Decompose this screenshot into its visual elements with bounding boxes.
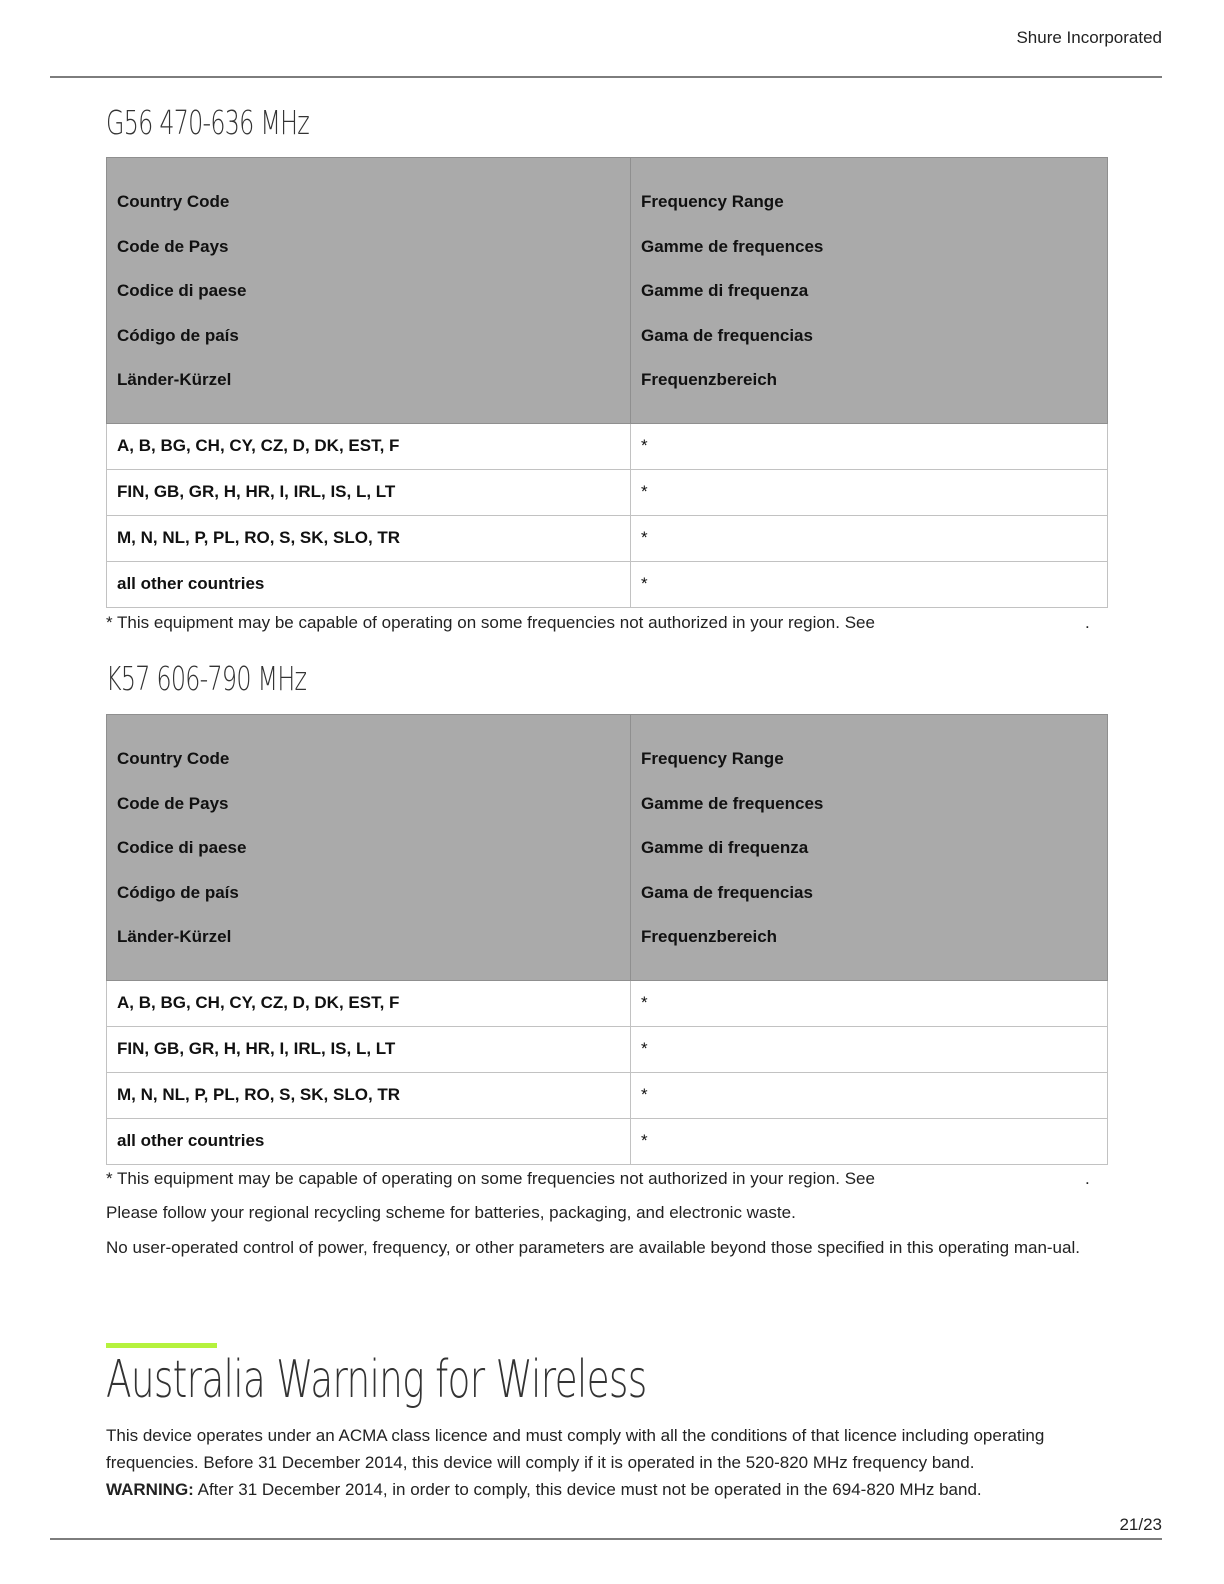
- country-cell: A, B, BG, CH, CY, CZ, D, DK, EST, F: [107, 980, 631, 1026]
- table-row: [107, 561, 1108, 607]
- header-label: Länder-Kürzel: [117, 370, 232, 390]
- country-cell: all other countries: [107, 561, 631, 607]
- table-header-row: [107, 715, 1108, 981]
- recycling-note: Please follow your regional recycling scheme for batteries, packaging, and electronic waste.: [106, 1203, 796, 1222]
- range-cell: *: [631, 469, 1108, 515]
- country-cell: FIN, GB, GR, H, HR, I, IRL, IS, L, LT: [107, 1026, 631, 1072]
- frequency-table-k57: [106, 714, 1108, 1165]
- note-end: .: [1085, 1169, 1090, 1188]
- australia-warning-body: [106, 1422, 1106, 1503]
- country-cell: all other countries: [107, 1118, 631, 1164]
- header-label: Code de Pays: [117, 236, 229, 256]
- header-label: Gama de frequencias: [641, 325, 813, 345]
- header-label: Codice di paese: [117, 838, 247, 858]
- country-cell: M, N, NL, P, PL, RO, S, SK, SLO, TR: [107, 515, 631, 561]
- warning-text: After 31 December 2014, in order to comply, this device must not be operated in the 694-820 MHz band.: [193, 1480, 982, 1499]
- header-label: Frequenzbereich: [641, 927, 778, 947]
- header-label: Frequency Range: [641, 749, 784, 768]
- country-code-header: [107, 158, 631, 424]
- authorization-note: [106, 1165, 1101, 1192]
- header-label: Frequency Range: [641, 192, 784, 211]
- table-header-row: [107, 158, 1108, 424]
- company-name: Shure Incorporated: [1016, 28, 1162, 47]
- header-label: Code de Pays: [117, 793, 229, 813]
- section-title-k57: K57 606-790 MHz: [106, 659, 307, 698]
- authorization-note: [106, 609, 1101, 636]
- header-divider: [50, 76, 1162, 78]
- header-label: Gama de frequencias: [641, 882, 813, 902]
- country-cell: A, B, BG, CH, CY, CZ, D, DK, EST, F: [107, 423, 631, 469]
- header-label: Country Code: [117, 192, 230, 211]
- note-text: * This equipment may be capable of operating on some frequencies not authorized in your region. See: [106, 613, 875, 632]
- section-title-g56: G56 470-636 MHz: [106, 103, 310, 142]
- warning-label: WARNING:: [106, 1480, 194, 1499]
- note-end: .: [1085, 613, 1090, 632]
- range-cell: *: [631, 1072, 1108, 1118]
- table-row: [107, 1072, 1108, 1118]
- header-label: Código de país: [117, 325, 239, 345]
- country-code-header: [107, 715, 631, 981]
- control-note: No user-operated control of power, frequency, or other parameters are available beyond those specified in this operating man-ual.: [106, 1238, 1080, 1257]
- header-label: Gamme de frequences: [641, 236, 824, 256]
- range-cell: *: [631, 561, 1108, 607]
- table-row: [107, 515, 1108, 561]
- header-label: Código de país: [117, 882, 239, 902]
- frequency-table-g56: [106, 157, 1108, 608]
- range-cell: *: [631, 1118, 1108, 1164]
- frequency-range-header: [631, 715, 1108, 981]
- footer-divider: [50, 1538, 1162, 1540]
- header-label: Codice di paese: [117, 281, 247, 301]
- header-label: Gamme di frequenza: [641, 281, 809, 301]
- licence-text: This device operates under an ACMA class licence and must comply with all the conditions of that licence including operating frequencies. Before 31 December 2014, this device will comply if it is operated in the 520-820 MHz frequency band.: [106, 1426, 1045, 1472]
- table-row: [107, 1026, 1108, 1072]
- header-label: Gamme de frequences: [641, 793, 824, 813]
- range-cell: *: [631, 1026, 1108, 1072]
- header-label: Gamme di frequenza: [641, 838, 809, 858]
- note-text: * This equipment may be capable of operating on some frequencies not authorized in your region. See: [106, 1169, 875, 1188]
- country-cell: M, N, NL, P, PL, RO, S, SK, SLO, TR: [107, 1072, 631, 1118]
- country-cell: FIN, GB, GR, H, HR, I, IRL, IS, L, LT: [107, 469, 631, 515]
- table-row: [107, 980, 1108, 1026]
- range-cell: *: [631, 515, 1108, 561]
- frequency-range-header: [631, 158, 1108, 424]
- range-cell: *: [631, 980, 1108, 1026]
- table-row: [107, 469, 1108, 515]
- header-label: Country Code: [117, 749, 230, 768]
- section-accent-bar: [106, 1343, 217, 1348]
- australia-warning-title: Australia Warning for Wireless: [106, 1350, 647, 1410]
- page-number: 21/23: [1119, 1515, 1162, 1534]
- table-row: [107, 423, 1108, 469]
- table-row: [107, 1118, 1108, 1164]
- range-cell: *: [631, 423, 1108, 469]
- header-label: Frequenzbereich: [641, 370, 778, 390]
- header-label: Länder-Kürzel: [117, 927, 232, 947]
